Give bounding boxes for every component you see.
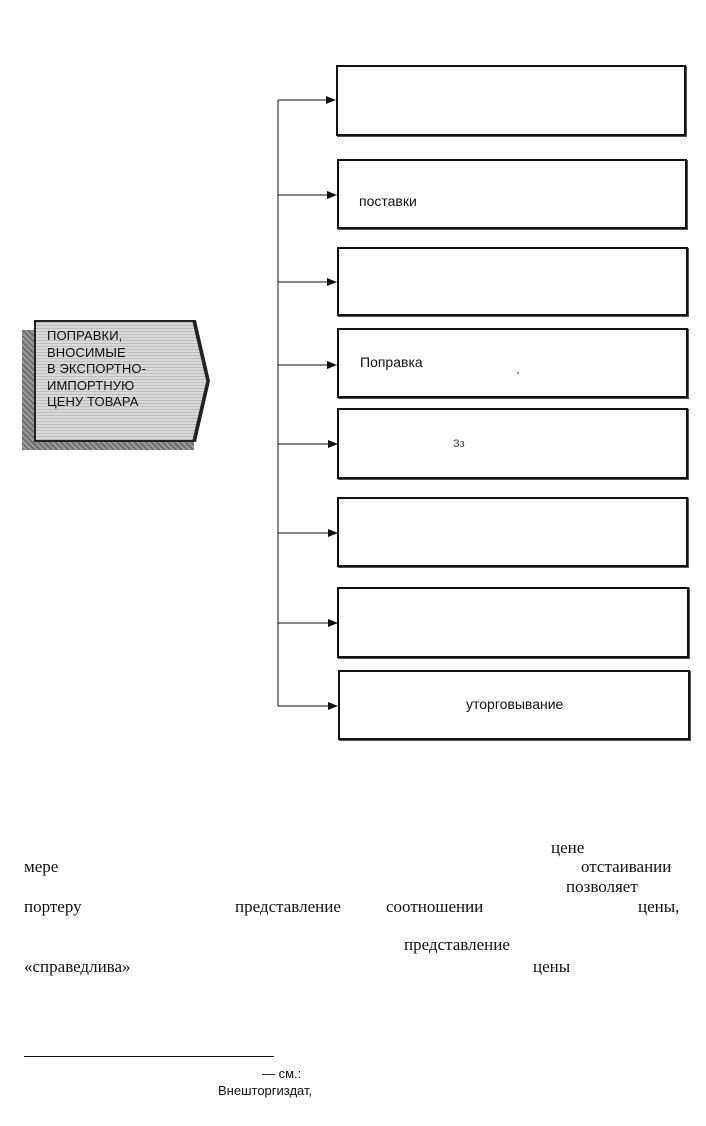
para-word: представление [235,897,341,916]
adjustment-box-2 [337,159,687,229]
para-word: цены, [638,897,680,916]
source-line-5: ЦЕНУ ТОВАРА [47,394,139,409]
para-word: портеру [24,897,82,916]
adjustment-box-8 [338,670,690,740]
footnote-ref: — см.: [262,1066,302,1081]
adjustment-box-5 [337,408,688,479]
footnote-rule [24,1056,274,1057]
source-block [22,320,212,452]
stray-mark: Зз [453,438,465,450]
source-title [47,328,197,411]
para-word: представление [404,935,510,954]
adjustment-box-7 [337,587,689,658]
para-word: цене [551,838,585,857]
footnote-publisher: Внешторгиздат, [218,1083,313,1098]
adjustment-box-6 [337,497,688,567]
para-word: «справедлива» [24,957,131,976]
para-word: цены [533,957,571,976]
source-line-2: ВНОСИМЫЕ [47,344,126,360]
para-word: позволяет [566,877,638,896]
para-word: отстаивании [581,857,672,876]
speck [517,372,519,374]
source-line-1: ПОПРАВКИ, [47,328,123,343]
adjustment-box-8-label: уторговывание [466,696,564,712]
adjustment-box-4-label: Поправка [360,354,423,370]
adjustment-box-4 [337,328,688,398]
source-line-4: ИМПОРТНУЮ [47,377,135,393]
para-word: соотношении [386,897,484,916]
adjustment-box-3 [337,247,688,316]
adjustment-box-2-label: поставки [359,193,417,209]
adjustment-box-1 [336,65,686,136]
source-line-3: В ЭКСПОРТНО- [47,361,146,376]
para-word: мере [24,857,59,876]
